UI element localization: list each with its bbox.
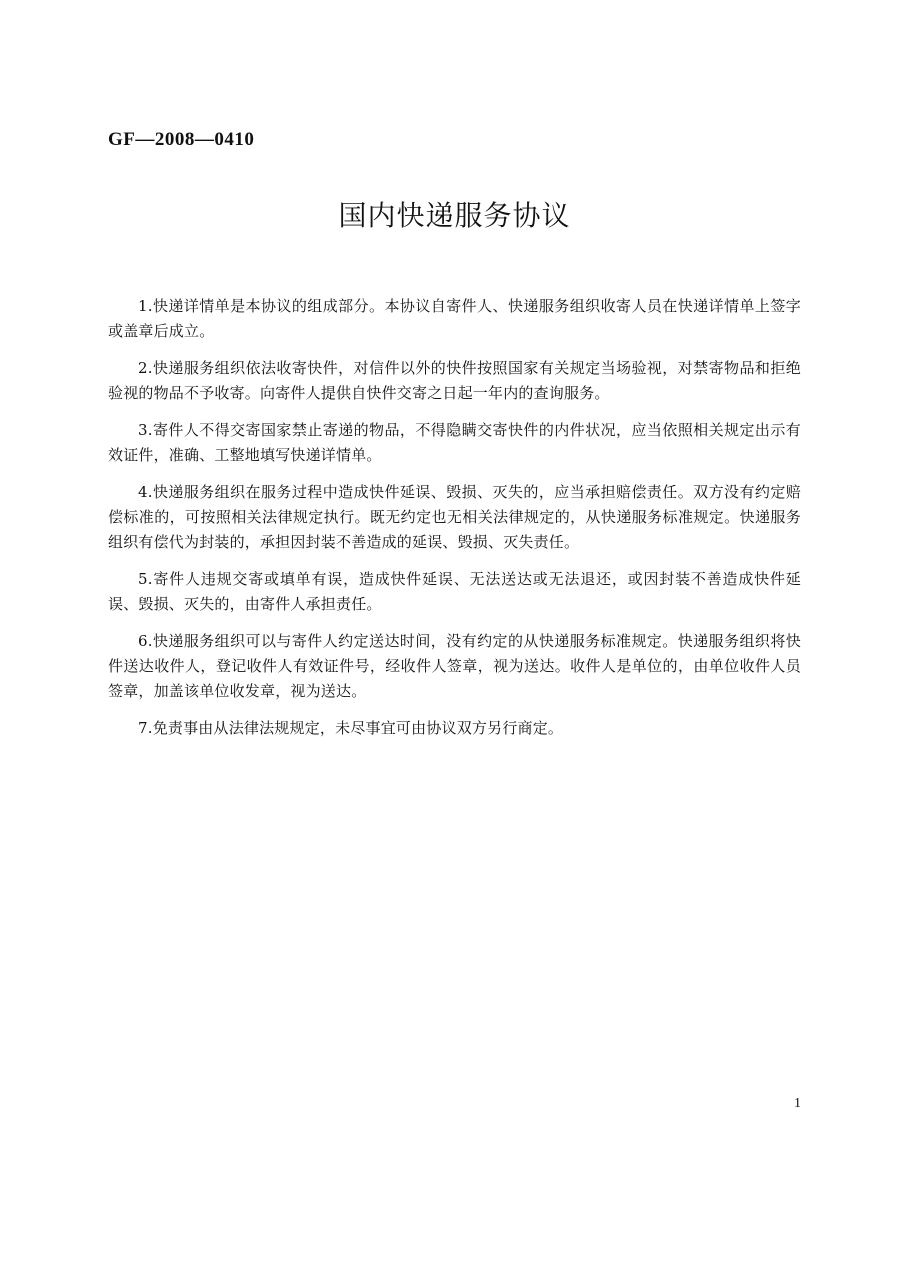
clause-5: 5.寄件人违规交寄或填单有误，造成快件延误、无法送达或无法退还，或因封装不善造成快件延误、毁损、灭失的，由寄件人承担责任。 xyxy=(108,570,801,613)
clause-4: 4.快递服务组织在服务过程中造成快件延误、毁损、灭失的，应当承担赔偿责任。双方没有约定赔偿标准的，可按照相关法律规定执行。既无约定也无相关法律规定的，从快递服务标准规定。快递服务组织有偿代为封装的，承担因封装不善造成的延误、毁损、灭失责任。 xyxy=(108,483,801,551)
document-title: 国内快递服务协议 xyxy=(338,199,571,232)
clause-1: 1.快递详情单是本协议的组成部分。本协议自寄件人、快递服务组织收寄人员在快递详情单上签字或盖章后成立。 xyxy=(108,297,801,340)
clause-3: 3.寄件人不得交寄国家禁止寄递的物品，不得隐瞒交寄快件的内件状况，应当依照相关规定出示有效证件，准确、工整地填写快递详情单。 xyxy=(108,421,801,464)
clause-7: 7.免责事由从法律法规规定，未尽事宜可由协议双方另行商定。 xyxy=(138,719,564,737)
document-code: GF—2008—0410 xyxy=(108,129,255,150)
clause-list xyxy=(108,294,801,753)
clause-2: 2.快递服务组织依法收寄快件，对信件以外的快件按照国家有关规定当场验视，对禁寄物品和拒绝验视的物品不予收寄。向寄件人提供自快件交寄之日起一年内的查询服务。 xyxy=(108,359,801,402)
clause-6: 6.快递服务组织可以与寄件人约定送达时间，没有约定的从快递服务标准规定。快递服务组织将快件送达收件人，登记收件人有效证件号，经收件人签章，视为送达。收件人是单位的，由单位收件人员签章，加盖该单位收发章，视为送达。 xyxy=(108,632,801,700)
page-number: 1 xyxy=(794,1096,801,1111)
